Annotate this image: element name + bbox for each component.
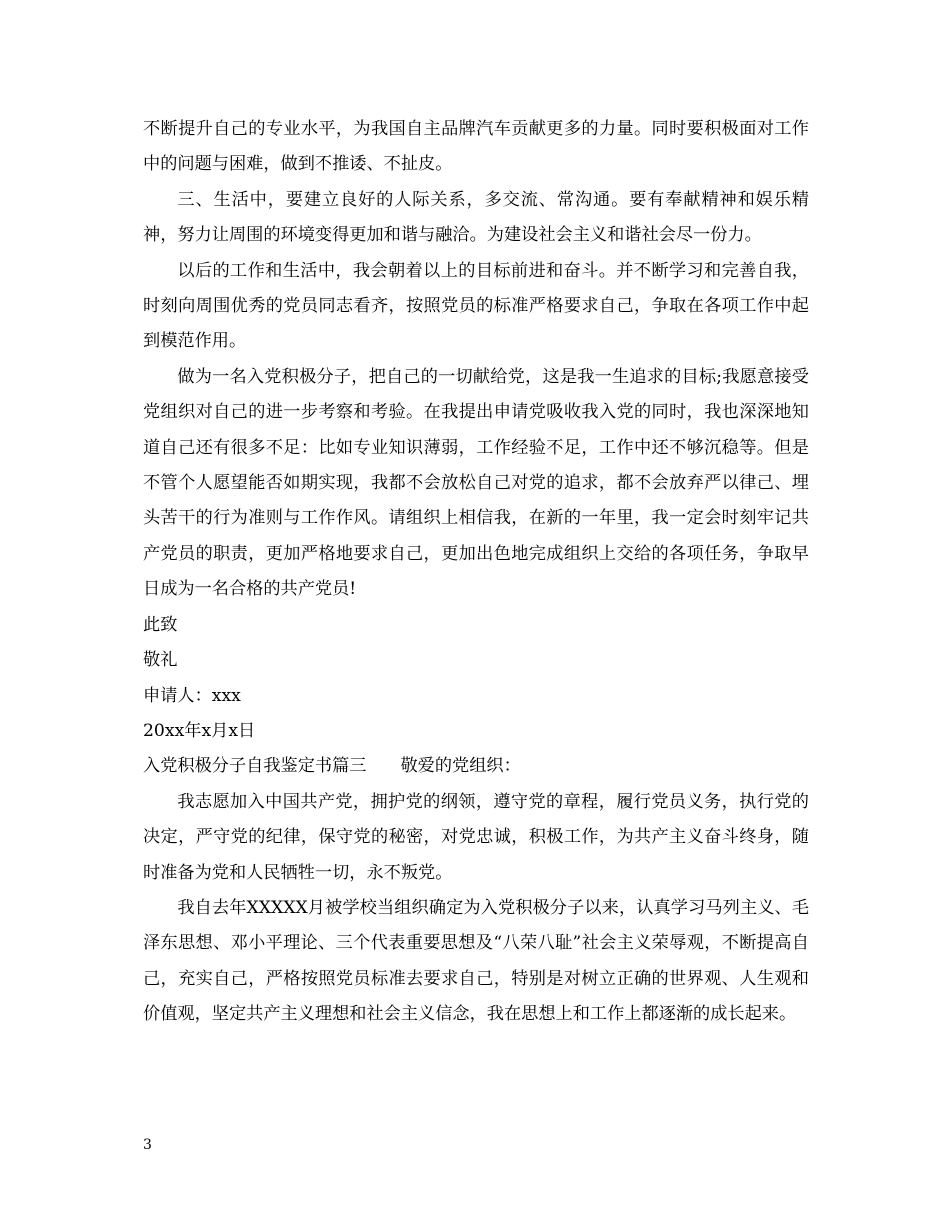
page-number: 3 [143, 1137, 152, 1153]
paragraph-future-work: 以后的工作和生活中，我会朝着以上的目标前进和奋斗。并不断学习和完善自我，时刻向周围优秀的党员同志看齐，按照党员的标准严格要求自己，争取在各项工作中起到模范作用。 [143, 260, 809, 352]
closing-salutation: 此致 [143, 614, 178, 635]
paragraph-continuation: 不断提升自己的专业水平，为我国自主品牌汽车贡献更多的力量。同时要积极面对工作中的问题与困难，做到不推诿、不扯皮。 [143, 119, 809, 175]
section-greeting: 敬爱的党组织： [400, 756, 521, 777]
section-heading: 入党积极分子自我鉴定书篇三 [143, 756, 367, 777]
closing-applicant: 申请人：xxx [143, 685, 241, 706]
paragraph-commitment: 做为一名入党积极分子，把自己的一切献给党，这是我一生追求的目标;我愿意接受党组织对自己的进一步考察和考验。在我提出申请党吸收我入党的同时，我也深深地知道自己还有很多不足：比如专业知识薄弱，工作经验不足，工作中还不够沉稳等。但是不管个人愿望能否如期实现，我都不会放松自己对党的追求，都不会放弃严以律己、埋头苦干的行为准则与工作作风。请组织上相信我，在新的一年里，我一定会时刻牢记共产党员的职责，更加严格地要求自己，更加出色地完成组织上交给的各项任务，争取早日成为一名合格的共产党员! [143, 366, 809, 600]
document-body [143, 112, 809, 1033]
paragraph-life: 三、生活中，要建立良好的人际关系，多交流、常沟通。要有奉献精神和娱乐精神，努力让周围的环境变得更加和谐与融洽。为建设社会主义和谐社会尽一份力。 [143, 189, 809, 246]
section-heading-line [143, 749, 809, 784]
paragraph-pledge: 我志愿加入中国共产党，拥护党的纲领，遵守党的章程，履行党员义务，执行党的决定，严守党的纪律，保守党的秘密，对党忠诚，积极工作，为共产主义奋斗终身，随时准备为党和人民牺牲一切，永不叛党。 [143, 791, 809, 883]
closing-regards: 敬礼 [143, 650, 178, 671]
closing-date: 20xx年x月x日 [143, 720, 256, 741]
paragraph-growth: 我自去年XXXXX月被学校当组织确定为入党积极分子以来，认真学习马列主义、毛泽东思想、邓小平理论、三个代表重要思想及“八荣八耻”社会主义荣辱观，不断提高自己，充实自己，严格按照党员标准去要求自己，特别是对树立正确的世界观、人生观和价值观，坚定共产主义理想和社会主义信念，我在思想上和工作上都逐渐的成长起来。 [143, 897, 809, 1025]
